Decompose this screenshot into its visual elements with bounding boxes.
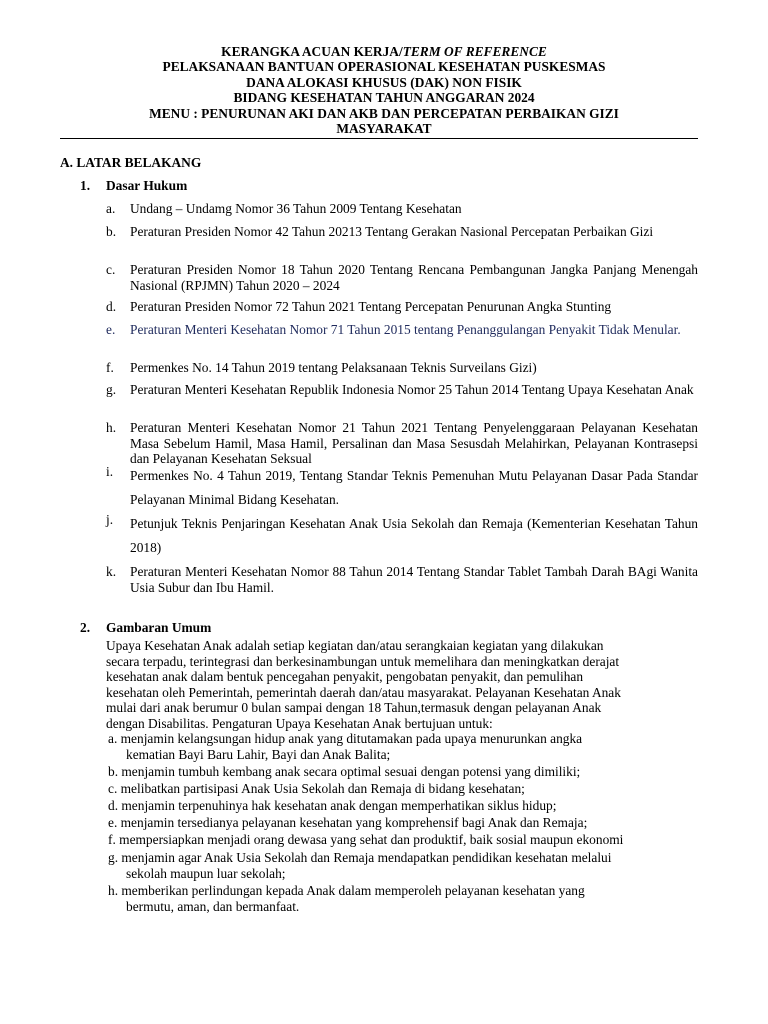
subsection-heading-dasar-hukum: Dasar Hukum [106, 178, 188, 193]
paragraph-line: mulai dari anak berumur 0 bulan sampai dengan 18 Tahun,termasuk dengan pelayanan Anak [106, 700, 602, 716]
list-item-text: Permenkes No. 14 Tahun 2019 tentang Pelaksanaan Teknis Surveilans Gizi) [130, 360, 537, 375]
goal-item-line: c. melibatkan partisipasi Anak Usia Sekolah dan Remaja di bidang kesehatan; [108, 781, 525, 796]
section-heading-latar-belakang: A. LATAR BELAKANG [60, 155, 202, 170]
paragraph-line: kesehatan anak dalam bentuk pencegahan penyakit, pengobatan penyakit, dan pemulihan [106, 669, 584, 685]
goal-item-continuation: bermutu, aman, dan bermanfaat. [126, 899, 300, 914]
list-item-letter: b. [106, 224, 117, 239]
subsection-number-2: 2. [80, 620, 91, 635]
list-item-text: Peraturan Presiden Nomor 18 Tahun 2020 Tentang Rencana Pembangunan Jangka Panjang Menengah Nasional (RPJMN) Tahun 2020 – 2024 [130, 262, 698, 293]
list-item-letter: c. [106, 262, 116, 277]
goal-item-continuation: kematian Bayi Baru Lahir, Bayi dan Anak Balita; [126, 747, 391, 762]
list-item-text: Peraturan Menteri Kesehatan Republik Indonesia Nomor 25 Tahun 2014 Tentang Upaya Kesehatan Anak [130, 382, 694, 397]
list-item-text: Peraturan Presiden Nomor 72 Tahun 2021 Tentang Percepatan Penurunan Angka Stunting [130, 299, 612, 314]
goal-item-line: b. menjamin tumbuh kembang anak secara optimal sesuai dengan potensi yang dimiliki; [108, 764, 581, 779]
document-title [70, 44, 698, 136]
goal-item-line: d. menjamin terpenuhinya hak kesehatan anak dengan memperhatikan siklus hidup; [108, 798, 557, 813]
title-line-2: PELAKSANAAN BANTUAN OPERASIONAL KESEHATAN PUSKESMAS [162, 59, 606, 75]
title-line-5: MENU : PENURUNAN AKI DAN AKB DAN PERCEPATAN PERBAIKAN GIZI [149, 105, 619, 121]
goal-item-line: g. menjamin agar Anak Usia Sekolah dan Remaja mendapatkan pendidikan kesehatan melalui [108, 850, 612, 865]
goal-item-continuation: sekolah maupun luar sekolah; [126, 866, 286, 881]
title-line-4: BIDANG KESEHATAN TAHUN ANGGARAN 2024 [233, 90, 535, 106]
title-line-1-italic: TERM OF REFERENCE [402, 44, 547, 59]
subsection-number-1: 1. [80, 178, 91, 193]
goal-item-line: h. memberikan perlindungan kepada Anak dalam memperoleh pelayanan kesehatan yang [108, 883, 585, 898]
list-item-letter: g. [106, 382, 117, 397]
list-item-letter: d. [106, 299, 117, 314]
paragraph-line: kesehatan oleh Pemerintah, pemerintah daerah dan/atau masyarakat. Pelayanan Kesehatan Anak [106, 684, 621, 700]
list-item-letter: f. [106, 360, 114, 375]
paragraph-line: Upaya Kesehatan Anak adalah setiap kegiatan dan/atau serangkaian kegiatan yang dilakukan [106, 638, 604, 653]
general-overview-paragraph [106, 638, 698, 732]
list-item-letter: h. [106, 420, 117, 435]
title-line-1 [70, 44, 698, 59]
paragraph-line: secara terpadu, terintegrasi dan berkesinambungan untuk memelihara dan meningkatkan derajat [106, 653, 620, 669]
list-item-text: Peraturan Menteri Kesehatan Nomor 71 Tahun 2015 tentang Penanggulangan Penyakit Tidak Menular. [130, 322, 681, 337]
list-item-text: Petunjuk Teknis Penjaringan Kesehatan Anak Usia Sekolah dan Remaja (Kementerian Kesehatan Tahun 2018) [130, 516, 698, 555]
goal-item-line: f. mempersiapkan menjadi orang dewasa yang sehat dan produktif, baik sosial maupun ekonomi [108, 832, 624, 847]
list-item-letter: k. [106, 564, 117, 579]
list-item-text: Peraturan Menteri Kesehatan Nomor 21 Tahun 2021 Tentang Penyelenggaraan Pelayanan Kesehatan Masa Sebelum Hamil, Masa Hamil, Persalinan dan Masa Sesusdah Melahirkan, Pelayanan Kontrasepsi dan Pelayanan Kesehatan Seksual [130, 420, 698, 467]
list-item-text: Undang – Undamg Nomor 36 Tahun 2009 Tentang Kesehatan [130, 201, 462, 216]
goal-item-line: e. menjamin tersedianya pelayanan kesehatan yang komprehensif bagi Anak dan Remaja; [108, 815, 588, 830]
list-item-letter: e. [106, 322, 116, 337]
list-item-text: Permenkes No. 4 Tahun 2019, Tentang Standar Teknis Pemenuhan Mutu Pelayanan Dasar Pada Standar Pelayanan Minimal Bidang Kesehatan. [130, 468, 698, 507]
list-item-letter: i. [106, 464, 114, 479]
paragraph-line: dengan Disabilitas. Pengaturan Upaya Kesehatan Anak bertujuan untuk: [106, 715, 493, 731]
title-line-1-main: KERANGKA ACUAN KERJA/ [221, 44, 403, 59]
title-divider [60, 138, 698, 139]
list-item-text: Peraturan Presiden Nomor 42 Tahun 20213 Tentang Gerakan Nasional Percepatan Perbaikan Gizi [130, 224, 654, 239]
list-item-text: Peraturan Menteri Kesehatan Nomor 88 Tahun 2014 Tentang Standar Tablet Tambah Darah BAgi Wanita Usia Subur dan Ibu Hamil. [130, 564, 698, 595]
title-line-3: DANA ALOKASI KHUSUS (DAK) NON FISIK [246, 74, 522, 90]
subsection-heading-gambaran-umum: Gambaran Umum [106, 620, 212, 635]
goal-item-line: a. menjamin kelangsungan hidup anak yang ditutamakan pada upaya menurunkan angka [108, 731, 583, 746]
title-line-6: MASYARAKAT [336, 121, 432, 137]
list-item-letter: j. [106, 512, 114, 527]
list-item-letter: a. [106, 201, 116, 216]
